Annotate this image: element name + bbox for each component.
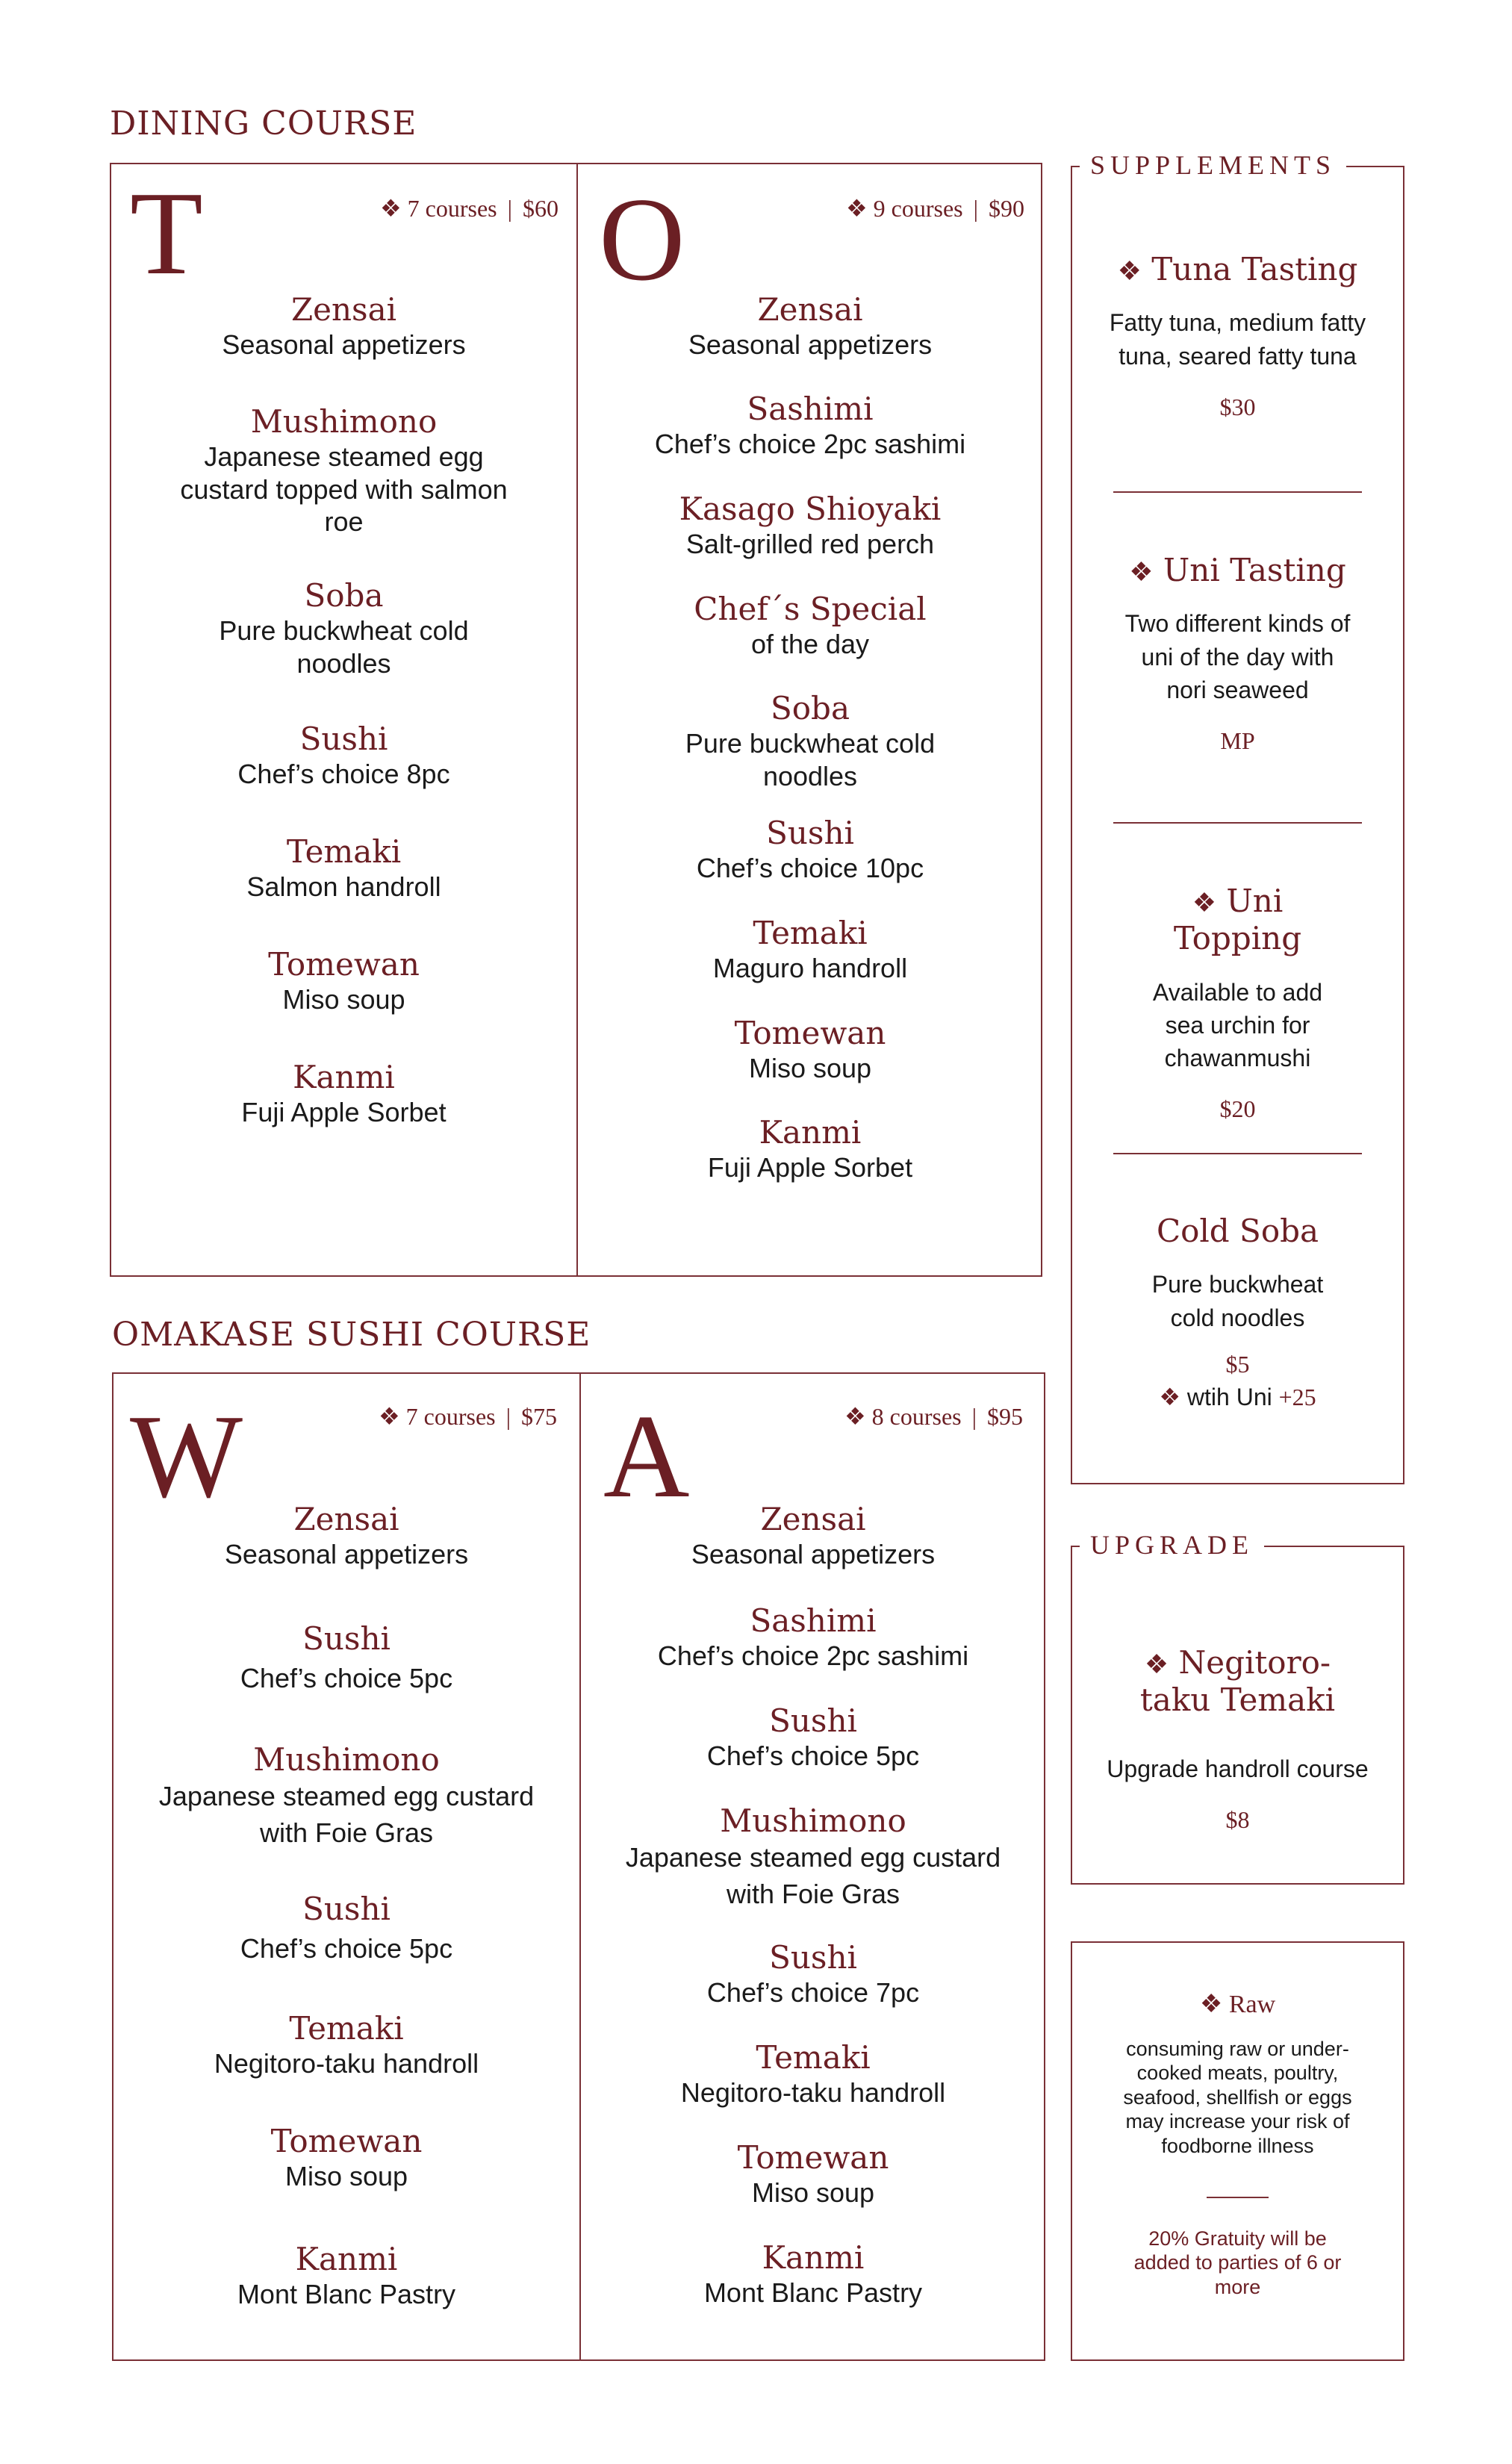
dish-name: Zensai [293, 1501, 399, 1537]
list-item [581, 1939, 1045, 2009]
supplement-name: Cold Soba [1156, 1213, 1319, 1249]
course-meta: ❖ 7 courses | $60 [379, 195, 559, 222]
dish-desc: Pure buckwheat cold noodles [219, 615, 469, 679]
dish-desc: Japanese steamed egg custard topped with salmon roe [180, 441, 508, 537]
list-item [581, 2139, 1045, 2209]
dish-name: Sushi [302, 1891, 391, 1927]
dish-desc: Chef’s choice 5pc [706, 1740, 920, 1772]
dish-desc: Japanese steamed egg custard with Foie Gras [158, 1781, 535, 1848]
supplement-item [1139, 1213, 1336, 1411]
dish-name: Zensai [760, 1501, 866, 1537]
upgrade-price: $8 [1225, 1805, 1250, 1833]
list-item [113, 2241, 579, 2311]
course-letter: T [130, 167, 203, 299]
diamond-icon: ❖ [845, 195, 868, 222]
course-count: 8 courses [871, 1403, 962, 1430]
supplement-desc: Fatty tuna, medium fatty tuna, seared fatty tuna [1109, 309, 1366, 370]
course-letter: W [130, 1390, 243, 1522]
diamond-icon: ❖ [1117, 256, 1142, 287]
course-count: 9 courses [873, 195, 963, 222]
list-item [178, 403, 509, 538]
dish-name: Kanmi [295, 2241, 398, 2277]
course-meta: ❖ 7 courses | $75 [378, 1403, 557, 1430]
course-letter: A [603, 1390, 690, 1522]
dish-name: Tomewan [270, 2123, 423, 2159]
gratuity-text: 20% Gratuity will be added to parties of 6 or more [1133, 2227, 1342, 2298]
supplement-extra: ❖ wtih Uni +25 [1159, 1383, 1316, 1410]
dish-name: Sushi [769, 1702, 857, 1739]
dish-desc: Chef’s choice 5pc [240, 1933, 453, 1964]
supplement-price: MP [1220, 727, 1255, 754]
supplement-name: ❖ Uni Tasting [1129, 552, 1346, 588]
list-item [113, 1891, 579, 1965]
dish-desc: Miso soup [751, 2177, 875, 2209]
course-column-a [581, 1374, 1045, 2359]
diamond-icon: ❖ [1129, 557, 1154, 588]
course-price: $95 [987, 1403, 1023, 1430]
course-column-t [111, 164, 576, 1275]
dish-name: Sashimi [750, 1602, 877, 1639]
diamond-icon: ❖ [1192, 888, 1217, 918]
dish-name: Kanmi [759, 1114, 862, 1151]
dish-desc: Miso soup [748, 1053, 872, 1084]
dish-desc: Negitoro-taku handroll [680, 2077, 946, 2109]
list-item [111, 721, 576, 791]
dish-name: Sushi [769, 1939, 857, 1976]
dish-desc: Chef’s choice 2pc sashimi [657, 1640, 969, 1672]
dish-name: Zensai [290, 291, 397, 328]
dish-name: Sushi [766, 815, 854, 851]
upgrade-item [1095, 1644, 1381, 1834]
dish-desc: Japanese steamed egg custard with Foie Gras [625, 1842, 1001, 1909]
supplements-title: SUPPLEMENTS [1080, 149, 1346, 181]
dish-name: Temaki [756, 2039, 871, 2076]
raw-note-box [1071, 1941, 1404, 2361]
list-item [581, 2039, 1045, 2109]
dish-desc: Seasonal appetizers [688, 329, 933, 361]
course-count: 7 courses [405, 1403, 496, 1430]
dish-name: Soba [771, 690, 850, 727]
list-item [581, 1602, 1045, 1673]
list-item [111, 946, 576, 1016]
diamond-icon: ❖ [379, 195, 402, 222]
supplement-desc: Available to add sea urchin for chawanmushi [1152, 978, 1323, 1072]
dish-name: Tomewan [737, 2139, 889, 2176]
course-meta: ❖ 8 courses | $95 [844, 1403, 1023, 1430]
dish-desc: Chef’s choice 5pc [240, 1663, 453, 1694]
dish-name: Chef´s Special [694, 591, 927, 627]
dish-name: Sushi [302, 1620, 391, 1657]
course-column-w [113, 1374, 579, 2359]
dish-name: Soba [304, 577, 384, 614]
list-item [578, 1015, 1042, 1085]
list-item [113, 2123, 579, 2193]
divider [1113, 822, 1362, 824]
dish-desc: Miso soup [284, 2161, 408, 2192]
dish-desc: Seasonal appetizers [222, 329, 466, 361]
course-price: $75 [521, 1403, 557, 1430]
diamond-icon: ❖ [844, 1403, 866, 1430]
divider [1113, 491, 1362, 493]
supplement-price: $30 [1219, 393, 1256, 420]
list-item [113, 1620, 579, 1695]
diamond-icon: ❖ [1199, 1991, 1223, 2018]
dish-name: Kanmi [762, 2239, 865, 2276]
list-item [193, 577, 494, 679]
dish-name: Zensai [757, 291, 863, 328]
course-column-o [578, 164, 1042, 1275]
raw-title: ❖ Raw [1199, 1991, 1276, 2018]
dish-name: Mushimono [253, 1741, 440, 1778]
upgrade-name: ❖ Negitoro-taku Temaki [1139, 1644, 1336, 1719]
dish-desc: of the day [750, 629, 870, 660]
dish-desc: Negitoro-taku handroll [214, 2048, 479, 2079]
divider [1207, 2197, 1269, 2198]
course-meta: ❖ 9 courses | $90 [845, 195, 1024, 222]
dish-desc: Miso soup [282, 984, 405, 1015]
dish-desc: Pure buckwheat cold noodles [685, 728, 936, 791]
dish-desc: Seasonal appetizers [691, 1539, 936, 1570]
dish-desc: Maguro handroll [712, 953, 908, 984]
supplement-price: $20 [1219, 1095, 1256, 1123]
list-item [113, 2010, 579, 2080]
dish-name: Sashimi [747, 391, 874, 427]
supplement-item [1124, 552, 1351, 755]
list-item [578, 591, 1042, 661]
dish-name: Temaki [753, 915, 868, 951]
dish-desc: Chef’s choice 7pc [706, 1977, 920, 2009]
list-item [581, 2239, 1045, 2309]
dish-desc: Salmon handroll [246, 871, 441, 903]
dish-name: Mushimono [250, 403, 438, 440]
course-letter: O [599, 172, 685, 305]
supplement-desc: Pure buckwheat cold noodles [1151, 1271, 1324, 1331]
dish-name: Temaki [286, 833, 402, 870]
dining-course-box [110, 163, 1042, 1277]
list-item [578, 391, 1042, 461]
dish-desc: Fuji Apple Sorbet [241, 1097, 447, 1128]
list-item [578, 915, 1042, 985]
list-item [581, 1501, 1045, 1571]
dish-desc: Mont Blanc Pastry [237, 2279, 456, 2310]
list-item [111, 291, 576, 361]
supplements-box [1071, 150, 1404, 1484]
list-item [653, 690, 968, 792]
supplement-price: $5 [1225, 1350, 1250, 1378]
supplement-item [1132, 883, 1343, 1123]
dish-name: Mushimono [720, 1802, 906, 1839]
supplement-name: ❖ Uni Topping [1173, 883, 1302, 957]
divider [1113, 1153, 1362, 1154]
dish-name: Kasago Shioyaki [679, 491, 942, 527]
dish-desc: Chef’s choice 2pc sashimi [654, 429, 966, 460]
diamond-icon: ❖ [378, 1403, 400, 1430]
dish-name: Tomewan [734, 1015, 886, 1051]
dish-desc: Chef’s choice 8pc [237, 759, 450, 790]
list-item [578, 815, 1042, 885]
dish-name: Tomewan [268, 946, 420, 983]
omakase-course-title: OMAKASE SUSHI COURSE [112, 1316, 591, 1354]
course-count: 7 courses [407, 195, 497, 222]
list-item [578, 291, 1042, 361]
dish-desc: Mont Blanc Pastry [703, 2277, 923, 2309]
upgrade-title: UPGRADE [1080, 1529, 1264, 1561]
list-item [581, 1702, 1045, 1773]
course-price: $90 [989, 195, 1024, 222]
supplement-name: ❖ Tuna Tasting [1117, 251, 1358, 287]
course-price: $60 [523, 195, 559, 222]
raw-warning-text: consuming raw or under-cooked meats, poultry, seafood, shellfish or eggs may increase your risk of foodborne illness [1123, 2038, 1352, 2157]
list-item [618, 1802, 1008, 1913]
dish-desc: Salt-grilled red perch [685, 529, 935, 560]
upgrade-desc: Upgrade handroll course [1107, 1755, 1369, 1782]
dish-name: Sushi [299, 721, 388, 757]
supplement-item [1095, 251, 1381, 421]
list-item [111, 1059, 576, 1129]
supplement-desc: Two different kinds of uni of the day with nori seaweed [1124, 610, 1351, 703]
diamond-icon: ❖ [1144, 1649, 1169, 1680]
list-item [113, 1501, 579, 1571]
list-item [111, 833, 576, 903]
omakase-course-box [112, 1372, 1045, 2361]
list-item [151, 1741, 542, 1852]
dining-course-title: DINING COURSE [110, 105, 417, 143]
upgrade-box [1071, 1530, 1404, 1885]
dish-desc: Seasonal appetizers [224, 1539, 469, 1570]
dish-desc: Chef’s choice 10pc [696, 853, 924, 884]
dish-desc: Fuji Apple Sorbet [707, 1152, 913, 1183]
dish-name: Kanmi [293, 1059, 395, 1095]
list-item [578, 491, 1042, 561]
dish-name: Temaki [289, 2010, 404, 2047]
diamond-icon: ❖ [1159, 1383, 1181, 1410]
list-item [578, 1114, 1042, 1184]
